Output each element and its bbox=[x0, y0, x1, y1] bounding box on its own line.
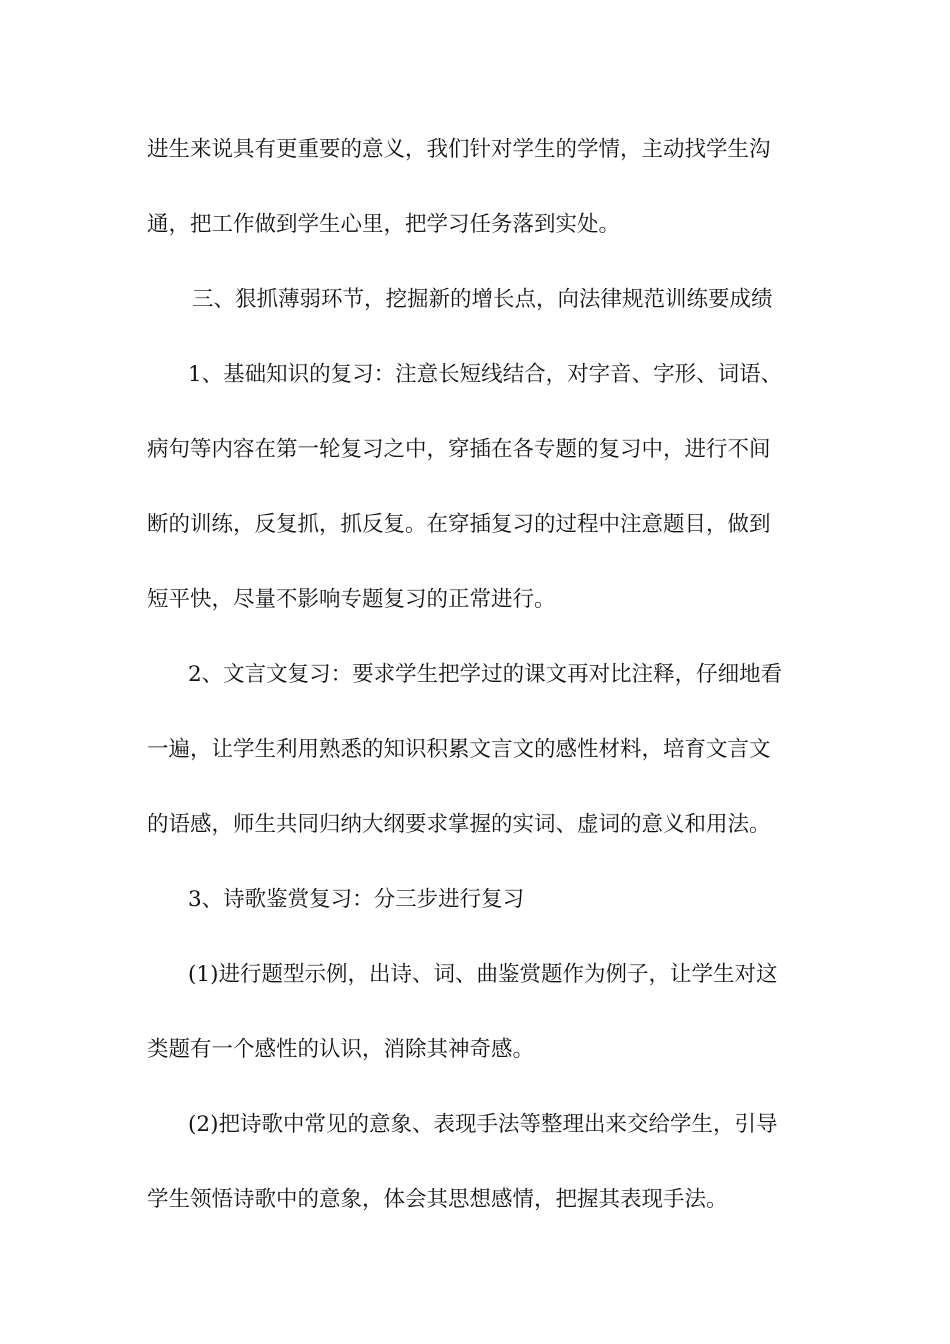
text-line: 的语感，师生共同归纳大纲要求掌握的实词、虚词的意义和用法。 bbox=[147, 812, 771, 837]
text-line: 一遍，让学生利用熟悉的知识积累文言文的感性材料，培育文言文 bbox=[147, 737, 771, 762]
text-line: (2)把诗歌中常见的意象、表现手法等整理出来交给学生，引导 bbox=[188, 1112, 778, 1137]
text-line: 断的训练，反复抓，抓反复。在穿插复习的过程中注意题目，做到 bbox=[147, 512, 771, 537]
section-heading: 三、狠抓薄弱环节，挖掘新的增长点，向法律规范训练要成绩 bbox=[192, 287, 773, 312]
text-line: 通，把工作做到学生心里，把学习任务落到实处。 bbox=[147, 212, 621, 237]
text-line: 学生领悟诗歌中的意象，体会其思想感情，把握其表现手法。 bbox=[147, 1187, 728, 1212]
text-line: 病句等内容在第一轮复习之中，穿插在各专题的复习中，进行不间 bbox=[147, 437, 771, 462]
text-line: 1、基础知识的复习：注意长短线结合，对字音、字形、词语、 bbox=[188, 362, 783, 387]
text-line: 2、文言文复习：要求学生把学过的课文再对比注释，仔细地看 bbox=[188, 662, 783, 687]
text-line: 3、诗歌鉴赏复习：分三步进行复习 bbox=[188, 887, 525, 912]
text-line: (1)进行题型示例，出诗、词、曲鉴赏题作为例子，让学生对这 bbox=[188, 962, 778, 987]
text-line: 短平快，尽量不影响专题复习的正常进行。 bbox=[147, 587, 556, 612]
text-line: 类题有一个感性的认识，消除其神奇感。 bbox=[147, 1037, 535, 1062]
text-line: 进生来说具有更重要的意义，我们针对学生的学情，主动找学生沟 bbox=[147, 137, 771, 162]
